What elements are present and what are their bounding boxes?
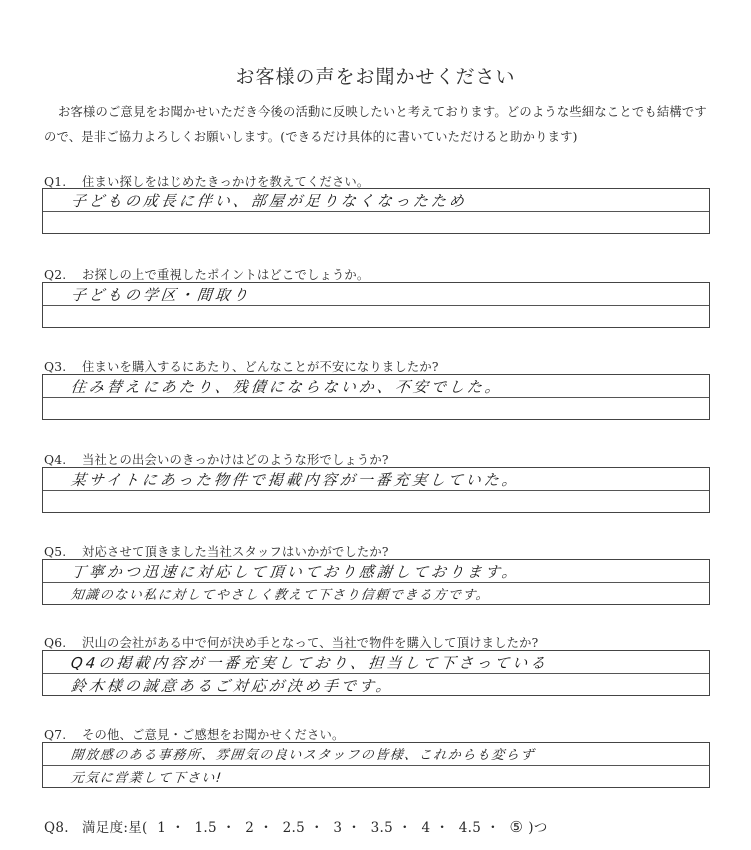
question-3 xyxy=(44,357,439,375)
answer-line-2: 元気に営業して下さい! xyxy=(70,771,224,786)
question-2 xyxy=(44,265,369,283)
answer-box-3[interactable] xyxy=(42,374,710,420)
rating-suffix: )つ xyxy=(528,820,548,836)
question-text: 沢山の会社がある中で何が決め手となって、当社で物件を購入して頂けましたか? xyxy=(82,636,539,650)
answer-line-1: Q4の掲載内容が一番充実しており、担当して下さっている xyxy=(70,654,550,672)
answer-line-2: 知識のない私に対してやさしく教えて下さり信頼できる方です。 xyxy=(70,588,492,603)
answer-line-1: 子どもの学区・間取り xyxy=(70,286,252,304)
answer-line-1: 開放感のある事務所、雰囲気の良いスタッフの皆様、これからも変らず xyxy=(70,748,536,763)
question-text: 当社との出会いのきっかけはどのような形でしょうか? xyxy=(82,453,389,467)
answer-box-6[interactable] xyxy=(42,650,710,696)
question-6 xyxy=(44,633,538,651)
answer-line-1: 子どもの成長に伴い、部屋が足りなくなったため xyxy=(70,192,468,210)
question-number: Q4. xyxy=(44,453,67,467)
rating-option[interactable]: 4 xyxy=(421,820,431,836)
answer-line-1: 住み替えにあたり、残債にならないか、不安でした。 xyxy=(70,378,504,396)
question-number: Q7. xyxy=(44,728,67,742)
question-text: 住まい探しをはじめたきっかけを教えてください。 xyxy=(82,175,370,189)
page-title: お客様の声をお聞かせください xyxy=(235,66,516,88)
question-number: Q2. xyxy=(44,268,67,282)
answer-box-5[interactable] xyxy=(42,559,710,605)
question-text: お探しの上で重視したポイントはどこでしょうか。 xyxy=(82,268,370,282)
satisfaction-rating: Q8. 満足度:星( 1 ・ 1.5 ・ 2 ・ 2.5 ・ 3 ・ 3.5 ・ 4 ・ 4.5 ・ ⑤ )つ xyxy=(44,818,548,836)
rating-option[interactable]: 2 xyxy=(245,820,255,836)
rating-option[interactable]: 3 xyxy=(333,820,343,836)
answer-box-4[interactable] xyxy=(42,467,710,513)
answer-box-7[interactable] xyxy=(42,742,710,788)
question-number: Q6. xyxy=(44,636,67,650)
answer-box-1[interactable] xyxy=(42,188,710,234)
rating-label: 満足度:星( xyxy=(82,820,148,836)
rating-option-selected[interactable]: ⑤ xyxy=(509,818,524,836)
question-number: Q8. xyxy=(44,820,69,836)
question-text: 住まいを購入するにあたり、どんなことが不安になりましたか? xyxy=(82,360,439,374)
question-text: 対応させて頂きました当社スタッフはいかがでしたか? xyxy=(82,545,389,559)
question-7 xyxy=(44,725,344,743)
question-4 xyxy=(44,450,389,468)
answer-line-1: 某サイトにあった物件で掲載内容が一番充実していた。 xyxy=(70,471,521,489)
question-5 xyxy=(44,542,389,560)
rating-option[interactable]: 1.5 xyxy=(194,820,217,836)
rating-option[interactable]: 2.5 xyxy=(282,820,305,836)
answer-line-1: 丁寧かつ迅速に対応して頂いており感謝しております。 xyxy=(70,563,521,581)
intro-text: お客様のご意見をお聞かせいただき今後の活動に反映したいと考えております。どのような些細なことでも結構ですので、是非ご協力よろしくお願いします。(できるだけ具体的に書いていただけると助かります) xyxy=(44,105,707,144)
rating-option[interactable]: 3.5 xyxy=(370,820,394,836)
question-number: Q1. xyxy=(44,175,67,189)
answer-box-2[interactable] xyxy=(42,282,710,328)
question-text: その他、ご意見・ご感想をお聞かせください。 xyxy=(82,728,345,742)
rating-option[interactable]: 4.5 xyxy=(458,820,482,836)
rating-option[interactable]: 1 xyxy=(157,820,167,836)
question-number: Q5. xyxy=(44,545,67,559)
answer-line-2: 鈴木様の誠意あるご対応が決め手です。 xyxy=(70,677,395,695)
question-number: Q3. xyxy=(44,360,67,374)
